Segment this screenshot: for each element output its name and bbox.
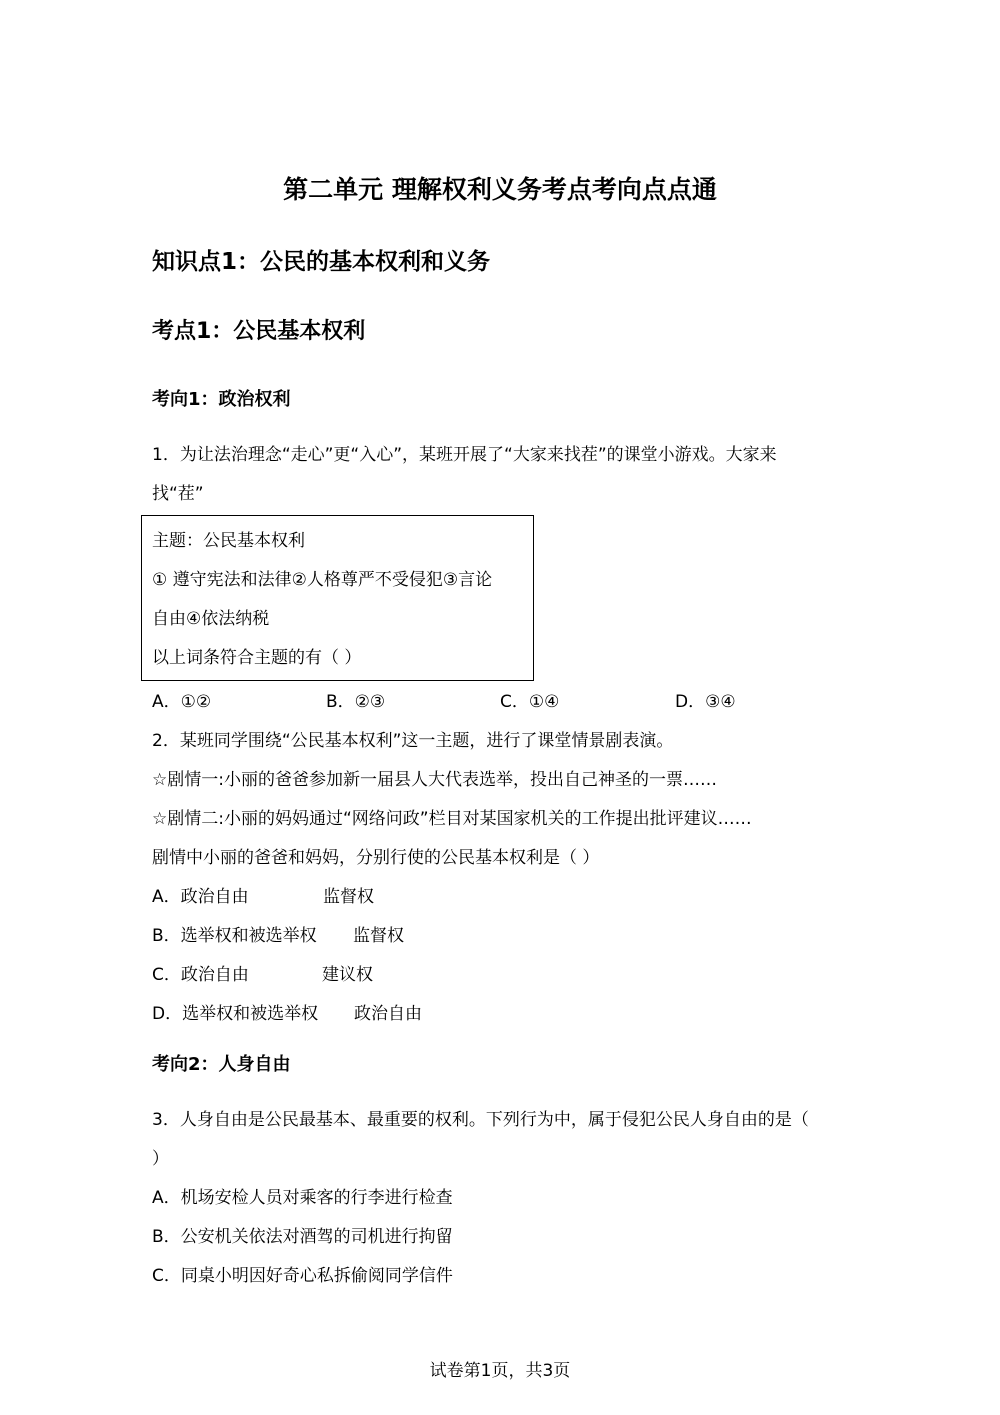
question-1-line-1: 1．为让法治理念“走心”更“入心”，某班开展了“大家来找茬”的课堂小游戏。大家来 [152, 445, 777, 465]
page-title: 第二单元 理解权利义务考点考向点点通 [283, 175, 717, 204]
knowledge-point-heading: 知识点1：公民的基本权利和义务 [152, 249, 491, 275]
question-3-option-b[interactable]: B．公安机关依法对酒驾的司机进行拘留 [152, 1227, 453, 1247]
question-1-option-d[interactable]: D．③④ [675, 692, 736, 712]
question-2-option-c-first: C．政治自由 [152, 965, 249, 985]
question-1-line-2: 找“茬” [152, 484, 204, 504]
theme-box-line-3: 以上词条符合主题的有（ ） [152, 648, 362, 668]
question-2-scene-2: ☆剧情二:小丽的妈妈通过“网络问政”栏目对某国家机关的工作提出批评建议…… [152, 809, 752, 829]
theme-box-title: 主题：公民基本权利 [152, 531, 305, 551]
question-2-option-a[interactable] [152, 882, 249, 907]
question-2-option-b-first: B．选举权和被选举权 [152, 926, 317, 946]
question-1-option-c[interactable]: C．①④ [500, 692, 560, 712]
question-3-line-1: 3．人身自由是公民最基本、最重要的权利。下列行为中，属于侵犯公民人身自由的是（ [152, 1110, 809, 1130]
question-3-line-2: ） [152, 1149, 169, 1169]
question-1-option-b[interactable]: B．②③ [326, 692, 386, 712]
question-2-option-d[interactable] [152, 999, 318, 1024]
question-2-option-a-second: 监督权 [323, 887, 374, 907]
question-2-option-d-first: D．选举权和被选举权 [152, 1004, 319, 1024]
theme-box-line-1: ① 遵守宪法和法律②人格尊严不受侵犯③言论 [152, 570, 493, 590]
direction-2-heading: 考向2：人身自由 [152, 1054, 291, 1075]
question-2-option-c[interactable] [152, 960, 249, 985]
question-2-option-a-first: A．政治自由 [152, 887, 249, 907]
question-3-option-c[interactable]: C．同桌小明因好奇心私拆偷阅同学信件 [152, 1266, 453, 1286]
question-1-option-a[interactable]: A．①② [152, 692, 212, 712]
question-2-option-b[interactable] [152, 921, 317, 946]
theme-box-line-2: 自由④依法纳税 [152, 609, 270, 629]
page-footer: 试卷第1页，共3页 [429, 1361, 571, 1381]
question-2-option-c-second: 建议权 [322, 965, 373, 985]
question-2-question: 剧情中小丽的爸爸和妈妈，分别行使的公民基本权利是（ ） [152, 848, 600, 868]
exam-point-heading: 考点1：公民基本权利 [152, 319, 366, 344]
question-2-option-d-second: 政治自由 [354, 1004, 422, 1024]
question-2-option-b-second: 监督权 [353, 926, 404, 946]
direction-1-heading: 考向1：政治权利 [152, 389, 291, 410]
question-2-scene-1: ☆剧情一:小丽的爸爸参加新一届县人大代表选举，投出自己神圣的一票…… [152, 770, 717, 790]
question-2-stem: 2．某班同学围绕“公民基本权利”这一主题，进行了课堂情景剧表演。 [152, 731, 674, 751]
question-3-option-a[interactable]: A．机场安检人员对乘客的行李进行检查 [152, 1188, 453, 1208]
